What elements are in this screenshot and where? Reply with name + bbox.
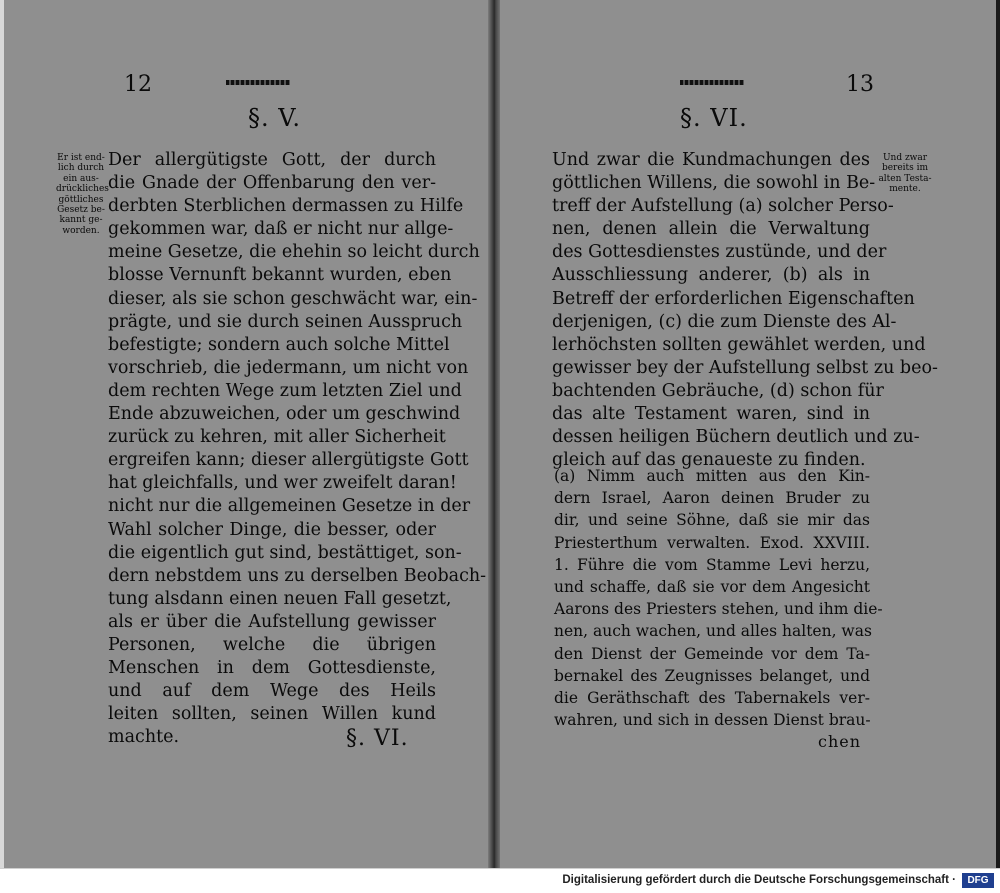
text-line: gleich auf das genaueste zu finden. bbox=[552, 450, 866, 471]
text-line: derjenigen, (c) die zum Dienste des Al- bbox=[552, 311, 897, 332]
text-line: meine Gesetze, die ehehin so leicht durch bbox=[108, 242, 480, 263]
margin-note bbox=[56, 153, 109, 236]
text-line: dessen heiligen Büchern deutlich und zu- bbox=[552, 427, 920, 448]
catchword: §. VI. bbox=[346, 726, 409, 751]
page-number: 13 bbox=[846, 72, 874, 97]
footnote-line: die Geräthschaft des Tabernakels ver- bbox=[554, 689, 870, 708]
text-line: machte. bbox=[108, 727, 180, 748]
text-line: die eigentlich gut sind, bestättiget, son- bbox=[108, 542, 462, 563]
section-heading: §. V. bbox=[248, 104, 302, 132]
right-page bbox=[500, 0, 1000, 868]
left-page-edge bbox=[0, 0, 4, 868]
margin-note-line: bereits im bbox=[881, 163, 929, 174]
footnote-line: 1. Führe die vom Stamme Levi herzu, bbox=[554, 555, 870, 574]
text-line: tung alsdann einen neuen Fall gesetzt, bbox=[108, 588, 452, 609]
text-line: die Gnade der Offenbarung den ver- bbox=[108, 173, 436, 194]
text-line: derbten Sterblichen dermassen zu Hilfe bbox=[108, 196, 464, 217]
footnote bbox=[554, 465, 883, 731]
text-line: Der allergütigste Gott, der durch bbox=[108, 150, 436, 170]
text-line: nicht nur die allgemeinen Gesetze in der bbox=[108, 496, 471, 517]
text-line: als er über die Aufstellung gewisser bbox=[108, 611, 436, 632]
text-line: und auf dem Wege des Heils bbox=[108, 681, 436, 702]
footnote-line: Aarons des Priesters stehen, und ihm die- bbox=[554, 600, 883, 619]
text-line: dem rechten Wege zum letzten Ziel und bbox=[108, 380, 462, 401]
footer-credit: Digitalisierung gefördert durch die Deutsche Forschungsgemeinschaft · bbox=[562, 874, 956, 886]
footnote-line: den Dienst der Gemeinde vor dem Ta- bbox=[554, 644, 870, 663]
text-line: treff der Aufstellung (a) solcher Perso- bbox=[552, 196, 894, 217]
footnote-line: dir, und seine Söhne, daß sie mir das bbox=[554, 511, 870, 530]
dfg-logo: DFG bbox=[962, 873, 994, 888]
left-page bbox=[0, 0, 492, 868]
margin-note-line: lich durch bbox=[57, 163, 105, 174]
text-line: Personen, welche die übrigen bbox=[108, 634, 436, 655]
text-line: befestigte; sondern auch solche Mittel bbox=[108, 334, 450, 355]
footnote-line: nen, auch wachen, und alles halten, was bbox=[554, 622, 872, 641]
section-heading: §. VI. bbox=[680, 104, 748, 132]
margin-note-line: Und zwar bbox=[882, 153, 928, 163]
text-line: gekommen war, daß er nicht nur allge- bbox=[108, 219, 454, 240]
text-line: nen, denen allein die Verwaltung bbox=[552, 219, 870, 240]
margin-note-line: kannt ge- bbox=[59, 215, 103, 226]
footnote-line: und schaffe, daß sie vor dem Angesicht bbox=[554, 578, 870, 597]
text-line: prägte, und sie durch seinen Ausspruch bbox=[108, 311, 463, 332]
footnote-line: dern Israel, Aaron deinen Bruder zu bbox=[554, 489, 870, 508]
text-line: lerhöchsten sollten gewählet werden, und bbox=[552, 334, 926, 355]
margin-note-line: Er ist end- bbox=[57, 153, 105, 163]
text-line: Und zwar die Kundmachungen des bbox=[552, 150, 870, 170]
margin-note-line: ein aus- bbox=[63, 173, 99, 184]
text-line: vorschrieb, die jedermann, um nicht von bbox=[108, 357, 469, 378]
text-line: zurück zu kehren, mit aller Sicherheit bbox=[108, 427, 446, 448]
footnote-line: wahren, und sich in dessen Dienst brau- bbox=[554, 711, 871, 730]
ornamental-rule bbox=[680, 80, 744, 85]
text-line: bachtenden Gebräuche, (d) schon für bbox=[552, 380, 884, 401]
margin-note-line: göttliches bbox=[58, 194, 104, 205]
margin-note-line: alten Testa- bbox=[878, 173, 932, 184]
text-line: Wahl solcher Dinge, die besser, oder bbox=[108, 519, 436, 540]
text-line: Betreff der erforderlichen Eigenschaften bbox=[552, 288, 915, 309]
text-line: dern nebstdem uns zu derselben Beobach- bbox=[108, 565, 487, 586]
footnote-line: Priesterthum verwalten. Exod. XXVIII. bbox=[554, 533, 870, 552]
ornamental-rule bbox=[226, 80, 290, 85]
text-line: dieser, als sie schon geschwächt war, ein- bbox=[108, 288, 478, 309]
margin-note bbox=[872, 153, 938, 195]
text-line: göttlichen Willens, die sowohl in Be- bbox=[552, 173, 876, 194]
margin-note-line: drückliches bbox=[56, 184, 109, 195]
right-page-edge bbox=[996, 0, 1000, 868]
text-line: Ende abzuweichen, oder um geschwind bbox=[108, 404, 461, 425]
text-line: Ausschliessung anderer, (b) als in bbox=[552, 265, 870, 286]
catchword: chen bbox=[818, 732, 862, 751]
body-paragraph bbox=[108, 149, 487, 749]
page-number: 12 bbox=[124, 72, 152, 97]
text-line: blosse Vernunft bekannt wurden, eben bbox=[108, 265, 452, 286]
text-line: ergreifen kann; dieser allergütigste Gott bbox=[108, 450, 469, 471]
text-line: leiten sollten, seinen Willen kund bbox=[108, 704, 436, 725]
text-line: das alte Testament waren, sind in bbox=[552, 404, 870, 425]
margin-note-line: worden. bbox=[62, 225, 100, 236]
text-line: Menschen in dem Gottesdienste, bbox=[108, 658, 436, 679]
footnote-line: bernakel des Zeugnisses belanget, und bbox=[554, 666, 870, 685]
text-line: hat gleichfalls, und wer zweifelt daran! bbox=[108, 473, 457, 494]
text-line: gewisser bey der Aufstellung selbst zu beo- bbox=[552, 357, 938, 378]
digitization-footer bbox=[0, 868, 1000, 893]
margin-note-line: mente. bbox=[889, 184, 921, 195]
margin-note-line: Gesetz be- bbox=[57, 205, 105, 216]
footnote-line: (a) Nimm auch mitten aus den Kin- bbox=[554, 467, 870, 485]
text-line: des Gottesdienstes zustünde, und der bbox=[552, 242, 887, 263]
